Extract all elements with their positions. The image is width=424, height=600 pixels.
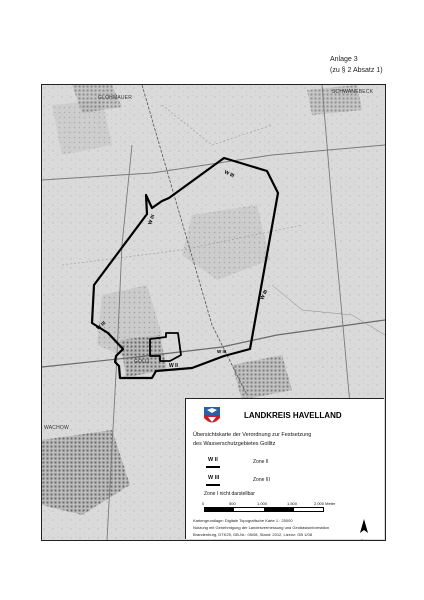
boundary-label-inner: W II [169, 363, 178, 369]
annex-title: Anlage 3 [330, 56, 358, 63]
scale-tick: 2.000 Meter [314, 501, 336, 506]
legend-title-line-2: des Wasserschutzgebietes Gollitz [193, 441, 276, 447]
boundary-label-right: W III [259, 288, 270, 301]
legend-line-wiii [206, 484, 220, 486]
place-label-glohmauer: GLOHMAUER [98, 95, 133, 101]
scale-tick: 0 [202, 501, 205, 506]
north-arrow-icon [359, 519, 369, 535]
legend-source-line-2: Nutzung mit Genehmigung der Landesvermessung und Geobasisinformation [193, 525, 330, 530]
legend-source-line-1: Kartengrundlage: Digitale Topografische Karte 1 : 25000 [193, 518, 293, 523]
place-label-wachow: WACHOW [44, 425, 69, 431]
place-label-schwanebeck: SCHWANEBECK [332, 89, 374, 95]
legend-zone-ii: Zone II [253, 459, 269, 465]
legend-source-line-3: Brandenburg, DTK25, GB-Nr.: 05/08, Stand: 2012, Lizenz: GB 1/08 [193, 532, 312, 537]
annex-reference: (zu § 2 Absatz 1) [330, 67, 383, 74]
legend-zone-i-note: Zone I nicht darstellbar [204, 491, 255, 497]
scale-tick: 1.500 [287, 501, 298, 506]
place-label-golli: GOLLI [134, 359, 150, 365]
scale-tick: 1.000 [257, 501, 268, 506]
boundary-label-left-upper: W III [147, 213, 157, 226]
scale-bar [204, 507, 324, 512]
legend-title-line-1: Übersichtskarte der Verordnung zur Festsetzung [193, 432, 312, 438]
legend-key-wii: W II [208, 457, 218, 463]
boundary-label-left-lower: W III [95, 320, 108, 332]
legend-key-wiii: W III [208, 475, 220, 481]
legend-org-name: LANDKREIS HAVELLAND [244, 411, 342, 420]
scale-tick: 500 [229, 501, 236, 506]
legend-line-wii [206, 466, 220, 468]
boundary-label-top: W III [223, 169, 236, 180]
legend-box [185, 398, 384, 539]
landkreis-logo [204, 407, 220, 425]
boundary-label-bottom-right: W III [217, 349, 227, 354]
legend-zone-iii: Zone III [253, 477, 270, 483]
